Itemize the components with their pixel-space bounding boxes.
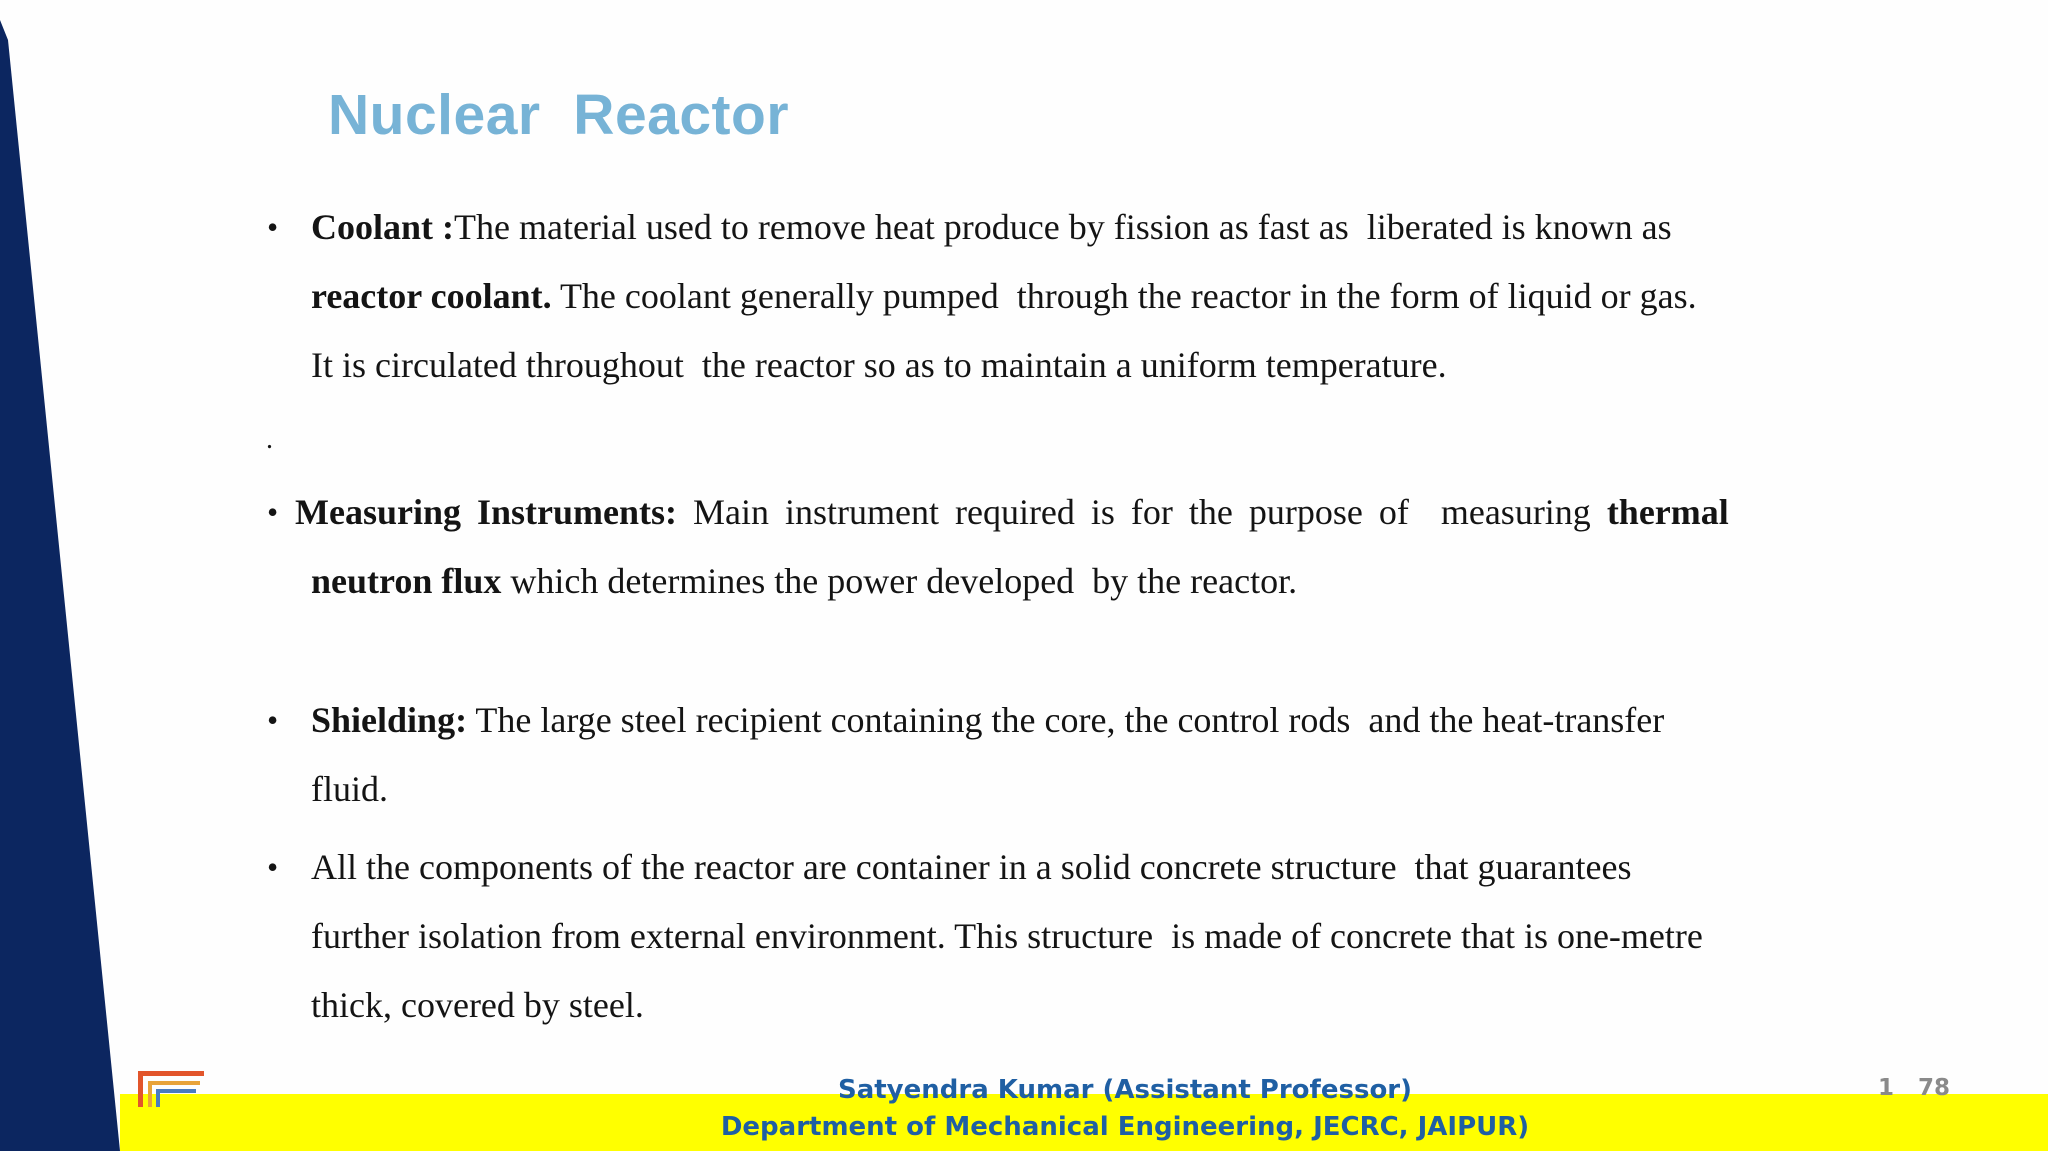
coolant-text-3: It is circulated throughout the reactor so as to maintain a uniform temperature. — [311, 345, 1447, 385]
measuring-line-1 — [295, 490, 1729, 534]
shielding-line-2 — [311, 767, 388, 811]
reactor-coolant-term: reactor coolant. — [311, 276, 552, 316]
thermal-term: thermal — [1606, 492, 1729, 532]
stray-period: . — [266, 424, 273, 455]
components-text-3: thick, covered by steel. — [311, 985, 644, 1025]
measuring-line-2 — [311, 559, 1297, 603]
page-number: 1 78 — [1878, 1075, 1951, 1101]
slide-title: Nuclear Reactor — [328, 83, 790, 147]
coolant-line-2 — [311, 274, 1697, 318]
components-line-1 — [311, 845, 1631, 889]
coolant-line-3 — [311, 343, 1447, 387]
shielding-term: Shielding: — [311, 700, 468, 740]
shielding-line-1 — [311, 698, 1664, 742]
measuring-text-2: which determines the power developed by the reactor. — [501, 561, 1298, 601]
measuring-text-1: Main instrument required is for the purpose of measuring — [677, 492, 1607, 532]
bullet-marker: • — [267, 209, 279, 245]
footer-department: Department of Mechanical Engineering, JECRC, JAIPUR) — [720, 1112, 1530, 1142]
bullet-marker: • — [267, 494, 279, 530]
components-text-1: All the components of the reactor are container in a solid concrete structure that guarantees — [311, 847, 1632, 887]
neutron-flux-term: neutron flux — [311, 561, 502, 601]
coolant-line-1 — [311, 205, 1672, 249]
shielding-text-1: The large steel recipient containing the core, the control rods and the heat-transfer — [467, 700, 1665, 740]
coolant-text-1: The material used to remove heat produce by fission as fast as liberated is known as — [454, 207, 1672, 247]
bullet-marker: • — [267, 849, 279, 885]
coolant-text-2: The coolant generally pumped through the reactor in the form of liquid or gas. — [551, 276, 1697, 316]
coolant-term: Coolant : — [311, 207, 454, 247]
left-navy-wedge — [0, 0, 130, 1151]
components-line-2 — [311, 914, 1703, 958]
measuring-term: Measuring Instruments: — [295, 492, 677, 532]
components-text-2: further isolation from external environment. This structure is made of concrete that is one-metre — [311, 916, 1703, 956]
components-line-3 — [311, 983, 644, 1027]
shielding-text-2: fluid. — [311, 769, 388, 809]
bullet-marker: • — [267, 702, 279, 738]
footer-author: Satyendra Kumar (Assistant Professor) — [837, 1075, 1413, 1105]
